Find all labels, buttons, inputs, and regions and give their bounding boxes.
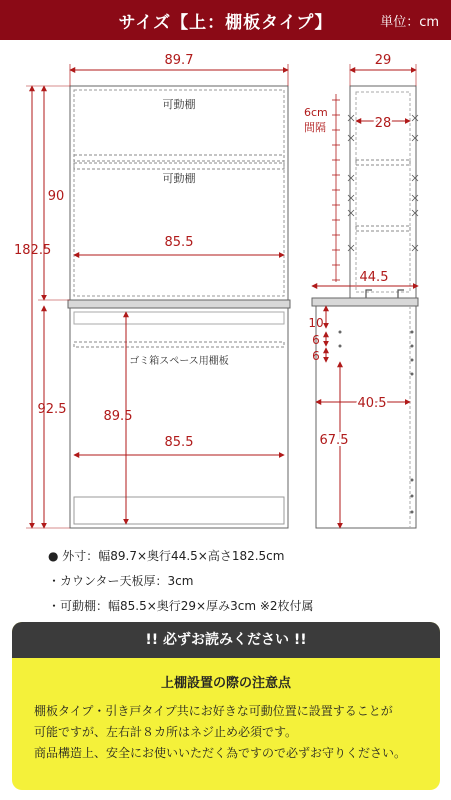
side-counter-depth-label: 44.5	[359, 270, 389, 285]
page-title: サイズ【上：棚板タイプ】	[118, 13, 333, 33]
unit-label: 単位：cm	[380, 15, 439, 30]
front-view	[14, 53, 290, 528]
side-gap-3-label: 6	[312, 349, 320, 363]
notice-line-1: 棚板タイプ・引き戸タイプ共にお好きな可動位置に設置することが	[34, 704, 393, 718]
trash-shelf-label: ゴミ箱スペース用棚板	[129, 356, 229, 367]
pitch-label-2: 間隔	[304, 121, 326, 134]
side-counter-top	[312, 298, 418, 306]
spec-movable-shelf: ・可動棚：幅85.5×奥行29×厚み3cm ※2枚付属	[48, 599, 314, 613]
side-gap-2-label: 6	[312, 333, 320, 347]
total-height-label: 182.5	[14, 243, 52, 258]
upper-hutch-frame	[70, 86, 288, 300]
notice-line-2: 可能ですが、左右計８カ所はネジ止め必須です。	[34, 725, 298, 739]
pitch-label-1: 6cm	[304, 106, 328, 119]
lower-height-label: 92.5	[37, 402, 67, 417]
side-lower-depth-label: 40.5	[357, 396, 387, 411]
side-lower-panel	[316, 306, 416, 528]
spec-counter-thickness: ・カウンター天板厚：3cm	[48, 574, 194, 588]
side-top-depth-label: 29	[374, 53, 392, 68]
upper-height-label: 90	[47, 189, 65, 204]
counter-top	[68, 300, 290, 308]
notice-box	[12, 622, 440, 790]
side-inner-depth-label: 28	[374, 116, 392, 131]
front-width-label: 89.7	[164, 53, 194, 68]
movable-shelf-2-label: 可動棚	[162, 172, 196, 185]
side-gap-1-label: 10	[308, 316, 324, 330]
spec-outer-size: ● 外寸：幅89.7×奥行44.5×高さ182.5cm	[48, 549, 285, 563]
notice-line-3: 商品構造上、安全にお使いいただく為ですので必ずお守りください。	[34, 746, 407, 760]
notice-subheading: 上棚設置の際の注意点	[160, 676, 291, 691]
lower-inner-height-label: 89.5	[103, 409, 133, 424]
upper-inner-width-label: 85.5	[164, 235, 194, 250]
movable-shelf-1-label: 可動棚	[162, 98, 196, 111]
side-view	[304, 53, 418, 528]
notice-heading: !! 必ずお読みください !!	[12, 622, 440, 658]
side-lower-height-label: 67.5	[319, 433, 349, 448]
lower-inner-width-label: 85.5	[164, 435, 194, 450]
